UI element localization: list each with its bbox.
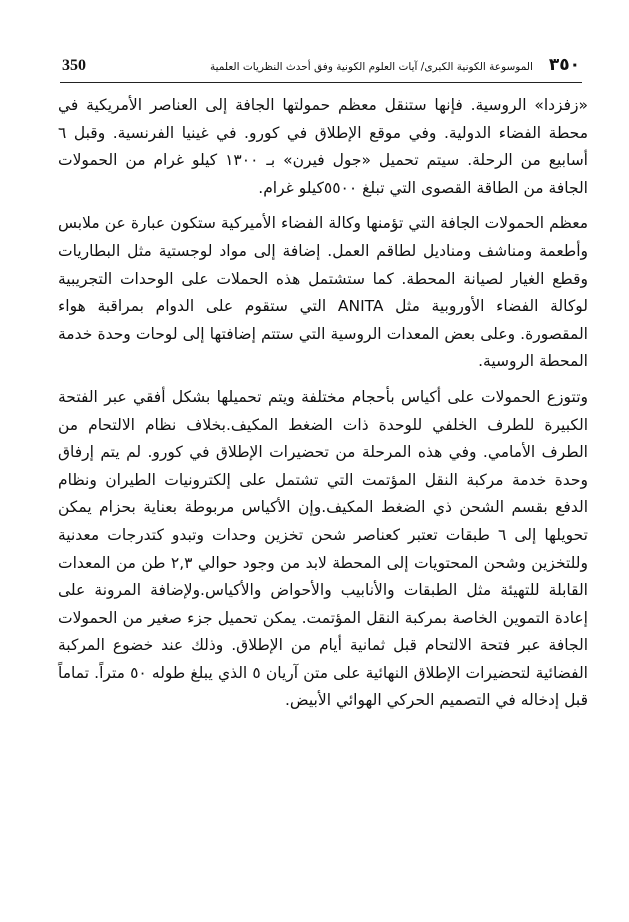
paragraph: معظم الحمولات الجافة التي تؤمنها وكالة الفضاء الأميركية ستكون عبارة عن ملابس وأطعمة ومناشف ومناديل لطاقم العمل. إضافة إلى مواد لوجستية مثل البطاريات وقطع الغيار لصيانة المحطة. كما ستشتمل هذه الحملات على الوحدات التجريبية لوكالة الفضاء الأوروبية مثل ANITA التي ستقوم على الدوام بمراقبة هواء المقصورة. وعلى بعض المعدات الروسية التي ستتم إضافتها إلى لوحات وحدة خدمة المحطة الروسية. xyxy=(58,214,588,371)
page-header xyxy=(60,56,582,83)
page-number-arabic: ٣٥٠ xyxy=(548,55,580,75)
body-text xyxy=(58,92,588,715)
page-number-latin: 350 xyxy=(62,57,86,74)
running-title: الموسوعة الكونية الكبرى/ آيات العلوم الكونية وفق أحدث النظريات العلمية xyxy=(210,61,533,73)
paragraph: «زفزدا» الروسية. فإنها ستنقل معظم حمولتها الجافة إلى العناصر الأمريكية في محطة الفضاء الدولية. وفي موقع الإطلاق في كورو. في غينيا الفرنسية. وقبل ٦ أسابيع من الرحلة. سيتم تحميل «جول فيرن» بـ ١٣٠٠ كيلو غرام من الحمولات الجافة من الطاقة القصوى التي تبلغ ٥٥٠٠كيلو غرام. xyxy=(58,96,588,197)
paragraph: وتتوزع الحمولات على أكياس بأحجام مختلفة ويتم تحميلها بشكل أفقي عبر الفتحة الكبيرة للطرف الخلفي للوحدة ذات الضغط المكيف.بخلاف نظام الالتحام من الطرف الأمامي. وفي هذه المرحلة من تحضيرات الإطلاق في كورو. لم يتم إرفاق وحدة خدمة مركبة النقل المؤتمت التي تشتمل على إلكترونيات الطيران ونظام الدفع بقسم الشحن ذي الضغط المكيف.وإن الأكياس مربوطة بعناية بحزام يمكن تحويلها إلى ٦ طبقات تعتبر كعناصر شحن تخزين وحدات وتبدو كتدرجات معدنية وللتخزين وشحن المحتويات إلى المحطة لابد من وجود حوالي ٢,٣ طن من المعدات القابلة للتهيئة مثل الطبقات والأنابيب والأحواض والأكياس.ولإضافة المرونة على إعادة التموين الخاصة بمركبة النقل المؤتمت. يمكن تحميل جزء صغير من الحمولات الجافة عبر فتحة الالتحام قبل ثمانية أيام من الإطلاق. وذلك عند خضوع المركبة الفضائية لتحضيرات الإطلاق النهائية على متن آريان ٥ الذي يبلغ طوله ٥٠ متراً. تماماً قبل إدخاله في التصميم الحركي الهوائي الأبيض. xyxy=(58,387,588,710)
